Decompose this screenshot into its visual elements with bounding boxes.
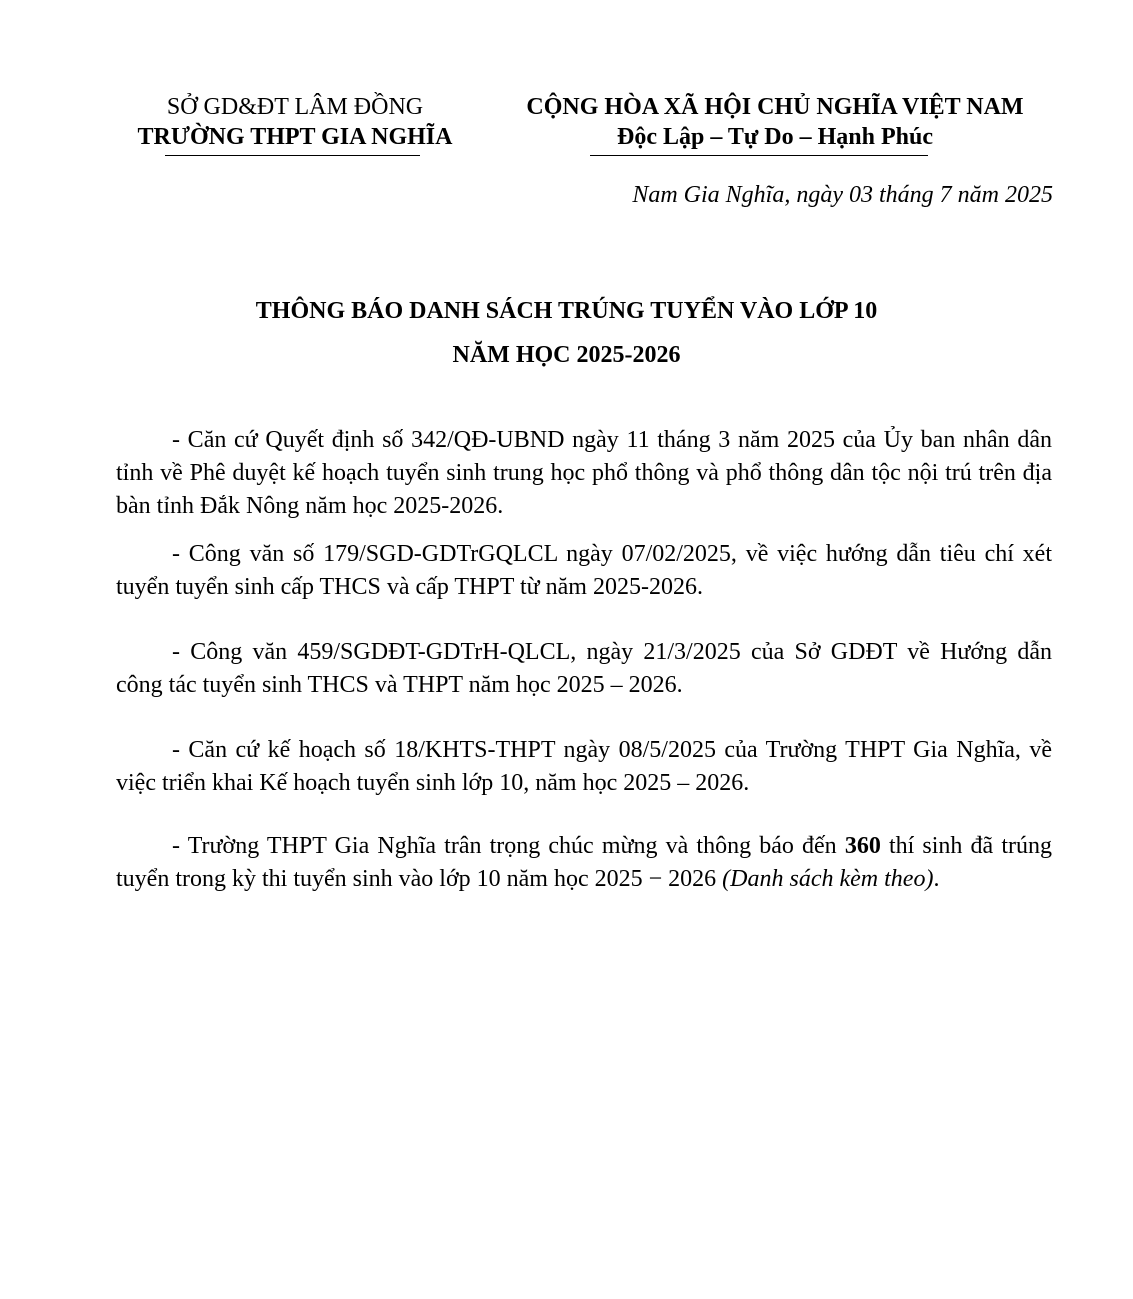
header-right-block [490,92,1060,152]
attachment-note: (Danh sách kèm theo) [722,866,934,892]
paragraph-announcement [116,830,1052,896]
paragraph-legal-basis-2: - Công văn số 179/SGD-GDTrGQLCL ngày 07/02/2025, về việc hướng dẫn tiêu chí xét tuyển tuyển sinh cấp THCS và cấp THPT từ năm 2025-2026. [116,541,1052,600]
header-left-underline [165,155,420,156]
paragraph-legal-basis-1: - Căn cứ Quyết định số 342/QĐ-UBND ngày 11 tháng 3 năm 2025 của Ủy ban nhân dân tỉnh về Phê duyệt kế hoạch tuyển sinh trung học phổ thông và phổ thông dân tộc nội trú trên địa bàn tỉnh Đắk Nông năm học 2025-2026. [116,427,1052,519]
national-motto: Độc Lập – Tự Do – Hạnh Phúc [616,124,934,150]
document-title-line2: NĂM HỌC 2025-2026 [452,342,681,368]
admitted-count: 360 [844,833,881,859]
department-name: SỞ GD&ĐT LÂM ĐỒNG [166,94,424,120]
school-name: TRƯỜNG THPT GIA NGHĨA [137,124,453,150]
header-right-underline [590,155,928,156]
announcement-text-middle: thí sinh đã trúng tuyển trong kỳ thi tuyển sinh vào lớp 10 năm học 2025 − 2026 [116,833,1052,892]
national-title: CỘNG HÒA XÃ HỘI CHỦ NGHĨA VIỆT NAM [526,94,1024,120]
date-line: Nam Gia Nghĩa, ngày 03 tháng 7 năm 2025 [632,182,1053,208]
announcement-text-end: . [933,866,940,892]
paragraph-legal-basis-3: - Công văn 459/SGDĐT-GDTrH-QLCL, ngày 21/3/2025 của Sở GDĐT về Hướng dẫn công tác tuyển sinh THCS và THPT năm học 2025 – 2026. [116,639,1052,698]
header-left-block [110,92,480,152]
announcement-text-start: - Trường THPT Gia Nghĩa trân trọng chúc mừng và thông báo đến [172,833,845,859]
paragraph-legal-basis-4: - Căn cứ kế hoạch số 18/KHTS-THPT ngày 08/5/2025 của Trường THPT Gia Nghĩa, về việc triển khai Kế hoạch tuyển sinh lớp 10, năm học 2025 – 2026. [116,737,1052,796]
document-title-line1: THÔNG BÁO DANH SÁCH TRÚNG TUYỂN VÀO LỚP 10 [255,298,878,324]
